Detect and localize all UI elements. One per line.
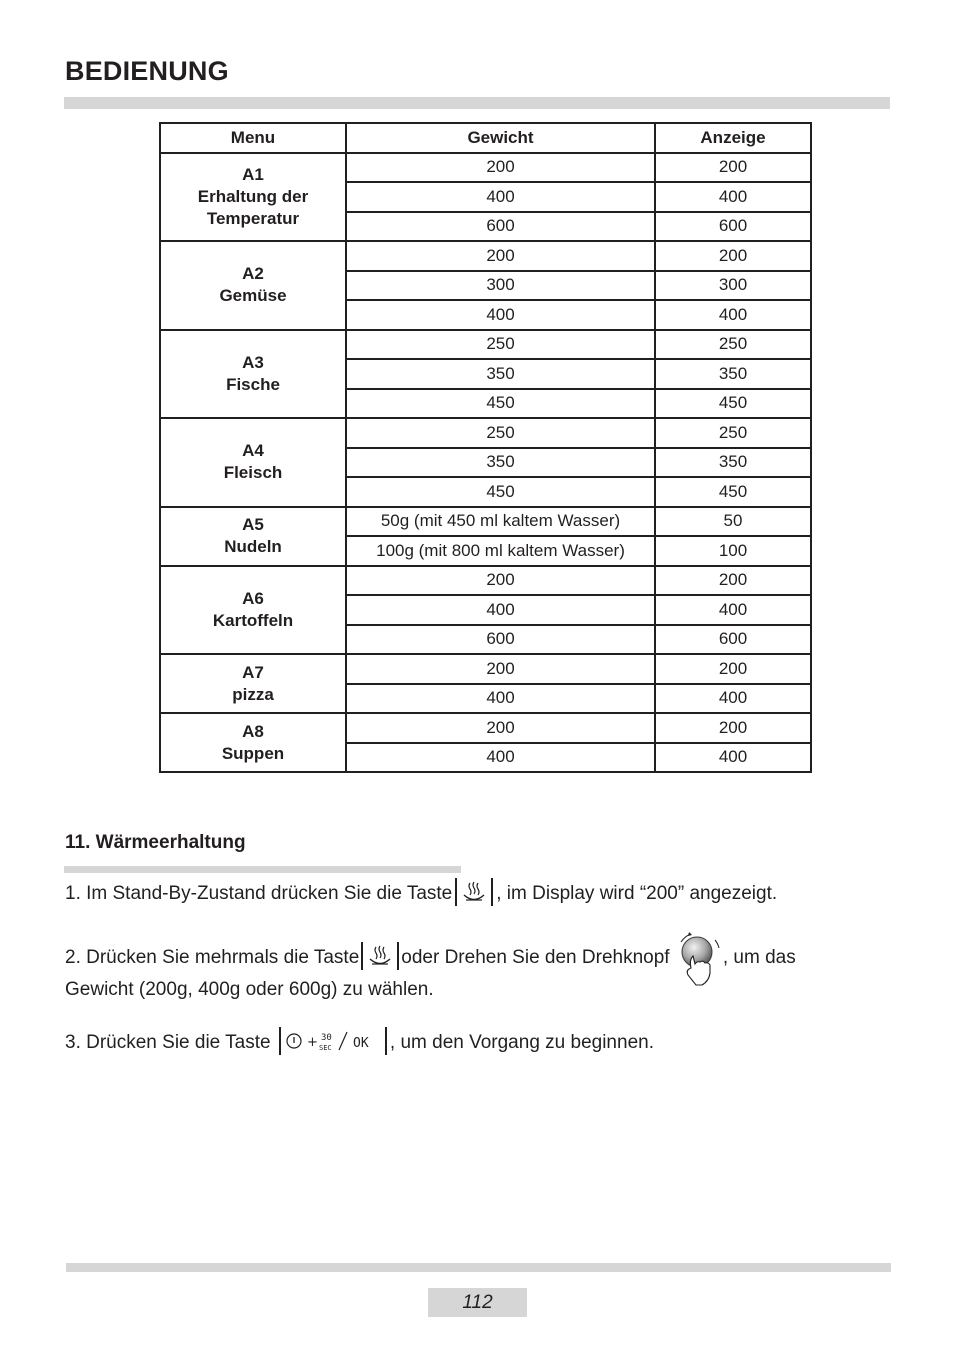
step-text: , um den Vorgang zu beginnen. — [389, 1032, 654, 1054]
keep-warm-icon — [462, 878, 486, 906]
anzeige-cell: 200 — [655, 241, 811, 271]
anzeige-cell: 400 — [655, 595, 811, 625]
anzeige-cell: 350 — [655, 448, 811, 478]
menu-cell-a4 — [160, 418, 346, 507]
menu-name: Nudeln — [224, 537, 282, 556]
menu-name: Kartoffeln — [212, 610, 294, 630]
step-text: 3. Drücken Sie die Taste — [65, 1032, 271, 1054]
gewicht-cell: 400 — [346, 684, 655, 714]
page-number: 112 — [428, 1288, 527, 1317]
sec-glyph: SEC — [318, 1044, 332, 1052]
step-text: 2. Drücken Sie mehrmals die Taste — [65, 947, 360, 969]
anzeige-cell: 200 — [655, 566, 811, 596]
header-divider — [64, 97, 890, 109]
gewicht-cell: 600 — [346, 625, 655, 655]
anzeige-cell: 400 — [655, 300, 811, 330]
keep-warm-icon — [368, 942, 392, 970]
gewicht-cell: 400 — [346, 182, 655, 212]
menu-code: A2 — [242, 264, 264, 284]
menu-code: A3 — [242, 352, 264, 372]
keep-warm-key — [455, 878, 493, 906]
menu-name: Fleisch — [223, 463, 283, 483]
anzeige-cell: 350 — [655, 359, 811, 389]
gewicht-cell: 250 — [346, 418, 655, 448]
header-anzeige: Anzeige — [655, 123, 811, 153]
anzeige-cell: 400 — [655, 684, 811, 714]
step-text: , im Display wird “200” angezeigt. — [496, 883, 778, 905]
gewicht-cell: 400 — [346, 743, 655, 773]
step-text: , um das — [722, 947, 796, 969]
gewicht-cell: 400 — [346, 300, 655, 330]
anzeige-cell: 600 — [655, 625, 811, 655]
table-header-row — [160, 123, 811, 153]
anzeige-cell: 200 — [655, 153, 811, 183]
menu-code: A6 — [242, 588, 264, 608]
menu-code: A1 — [242, 164, 264, 184]
menu-code: A4 — [242, 441, 264, 461]
gewicht-cell: 300 — [346, 271, 655, 301]
anzeige-cell: 400 — [655, 743, 811, 773]
instruction-step-2 — [65, 930, 796, 986]
menu-name-line: Erhaltung der — [197, 186, 309, 206]
menu-cell-a7 — [160, 654, 346, 713]
menu-cell-a3 — [160, 330, 346, 419]
menu-cell-a2 — [160, 241, 346, 330]
instruction-step-3 — [65, 1029, 654, 1057]
gewicht-cell: 200 — [346, 713, 655, 743]
page-title: BEDIENUNG — [65, 56, 229, 86]
table-row — [160, 566, 811, 596]
table-row — [160, 507, 811, 537]
gewicht-cell: 250 — [346, 330, 655, 360]
start-key — [279, 1027, 387, 1055]
gewicht-cell: 100g (mit 800 ml kaltem Wasser) — [346, 536, 655, 566]
header-gewicht: Gewicht — [346, 123, 655, 153]
anzeige-cell: 200 — [655, 654, 811, 684]
table-row — [160, 330, 811, 360]
table-row — [160, 713, 811, 743]
rotary-knob-icon — [675, 932, 723, 988]
menu-code: A7 — [242, 662, 264, 682]
keep-warm-key — [361, 942, 399, 970]
anzeige-cell: 250 — [655, 330, 811, 360]
table-row — [160, 418, 811, 448]
menu-cell-a6 — [160, 566, 346, 655]
menu-cell-a1 — [160, 153, 346, 242]
gewicht-cell: 400 — [346, 595, 655, 625]
anzeige-cell: 450 — [655, 477, 811, 507]
table-row — [160, 654, 811, 684]
gewicht-cell: 200 — [346, 153, 655, 183]
anzeige-cell: 400 — [655, 182, 811, 212]
menu-name-line: Temperatur — [206, 208, 300, 228]
menu-code: A5 — [242, 515, 264, 534]
gewicht-cell: 350 — [346, 359, 655, 389]
menu-name: Fische — [226, 374, 280, 394]
table-row — [160, 241, 811, 271]
ok-glyph: OK — [352, 1036, 369, 1051]
gewicht-cell: 600 — [346, 212, 655, 242]
menu-name: Gemüse — [219, 286, 287, 306]
header-menu: Menu — [160, 123, 346, 153]
gewicht-cell: 450 — [346, 477, 655, 507]
anzeige-cell: 200 — [655, 713, 811, 743]
section-title: 11. Wärmeerhaltung — [65, 832, 246, 853]
table-body — [160, 153, 811, 773]
section-divider — [64, 866, 461, 873]
table-row — [160, 153, 811, 183]
weight-table — [159, 122, 812, 773]
anzeige-cell: 50 — [655, 507, 811, 537]
anzeige-cell: 600 — [655, 212, 811, 242]
gewicht-cell: 450 — [346, 389, 655, 419]
anzeige-cell: 100 — [655, 536, 811, 566]
instruction-step-2-continued: Gewicht (200g, 400g oder 600g) zu wählen. — [65, 979, 434, 1000]
menu-code: A8 — [242, 721, 264, 741]
instruction-step-1 — [65, 880, 777, 908]
anzeige-cell: 450 — [655, 389, 811, 419]
gewicht-cell: 350 — [346, 448, 655, 478]
gewicht-cell: 200 — [346, 241, 655, 271]
menu-name: pizza — [232, 684, 274, 704]
menu-cell-a8 — [160, 713, 346, 772]
anzeige-cell: 250 — [655, 418, 811, 448]
step-text: oder Drehen Sie den Drehknopf — [401, 947, 670, 969]
menu-name: Suppen — [221, 743, 285, 763]
gewicht-cell: 200 — [346, 566, 655, 596]
menu-cell-a5 — [160, 507, 346, 566]
gewicht-cell: 50g (mit 450 ml kaltem Wasser) — [346, 507, 655, 537]
thirty-glyph: 30 — [320, 1033, 332, 1043]
anzeige-cell: 300 — [655, 271, 811, 301]
gewicht-cell: 200 — [346, 654, 655, 684]
start-30sec-ok-icon — [285, 1027, 381, 1055]
plus-glyph: + — [306, 1035, 318, 1050]
step-text: 1. Im Stand-By-Zustand drücken Sie die Taste — [65, 883, 453, 905]
footer-divider — [66, 1263, 891, 1272]
